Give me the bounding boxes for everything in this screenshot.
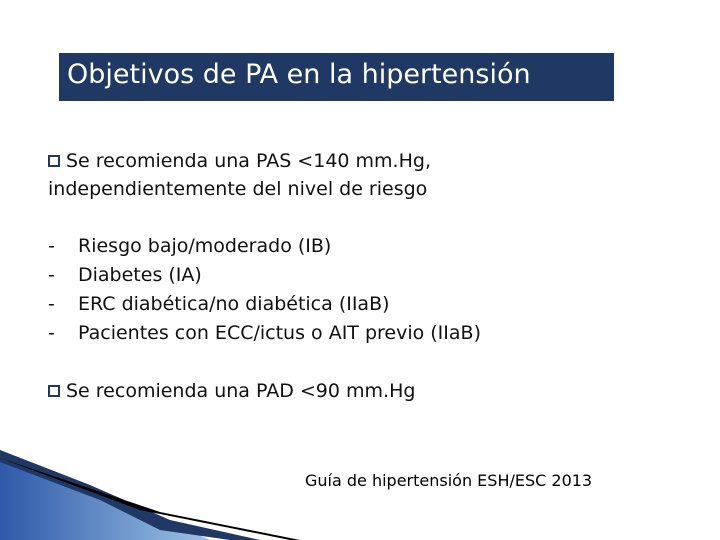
list-item-text: Diabetes (IA) [78, 264, 202, 286]
list-item [48, 264, 202, 286]
citation: Guía de hipertensión ESH/ESC 2013 [305, 471, 593, 490]
title-banner [59, 53, 614, 101]
list-dash: - [48, 235, 55, 257]
bullet-pad [48, 380, 415, 402]
list-item-text: Riesgo bajo/moderado (IB) [78, 235, 332, 257]
list-item [48, 322, 481, 344]
checkbox-bullet-icon [48, 385, 60, 397]
list-dash: - [48, 322, 55, 344]
list-item [48, 235, 331, 257]
list-dash: - [48, 264, 55, 286]
list-dash: - [48, 293, 55, 315]
bullet-pas-continuation: independientemente del nivel de riesgo [48, 178, 428, 200]
list-item-text: Pacientes con ECC/ictus o AIT previo (IIaB) [78, 322, 481, 344]
bullet-pas [48, 150, 431, 172]
list-item-text: ERC diabética/no diabética (IIaB) [78, 293, 390, 315]
decorative-swoosh [0, 440, 330, 540]
checkbox-bullet-icon [48, 155, 60, 167]
bullet-pad-text: Se recomienda una PAD <90 mm.Hg [66, 380, 416, 402]
list-item [48, 293, 390, 315]
bullet-pas-text: Se recomienda una PAS <140 mm.Hg, [66, 150, 431, 172]
slide-title: Objetivos de PA en la hipertensión [67, 59, 531, 90]
